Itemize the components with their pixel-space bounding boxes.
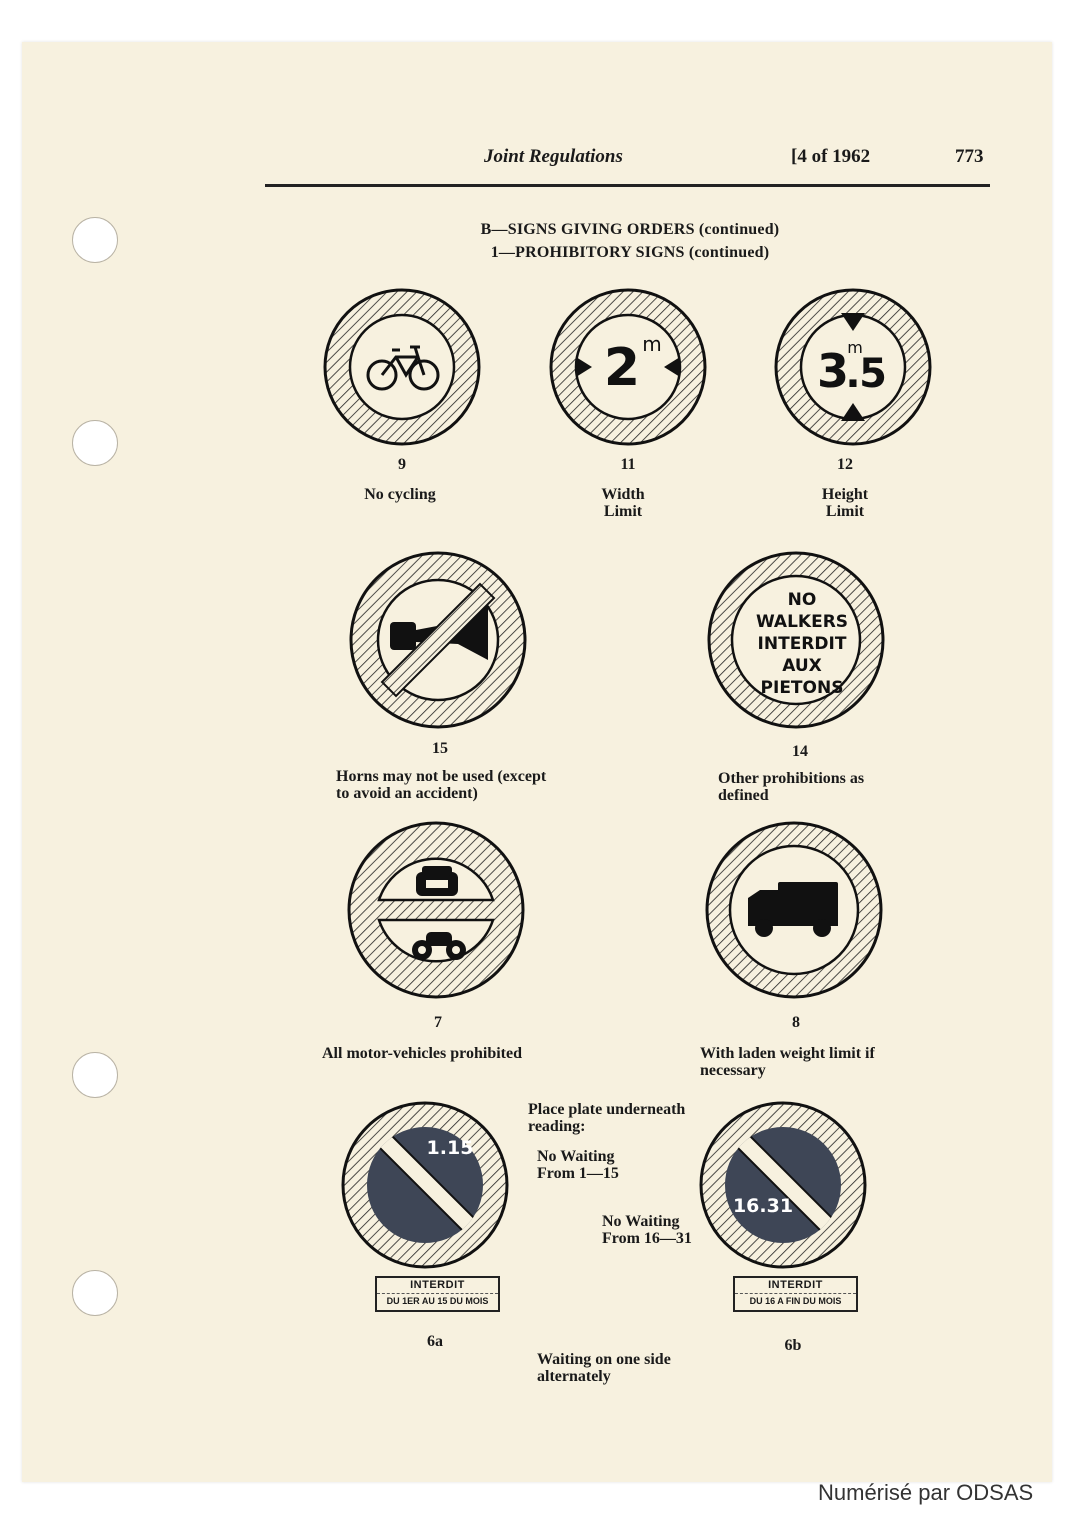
no-waiting-note-2: No Waiting From 16—31: [602, 1213, 692, 1247]
no-walkers-sign: [706, 550, 886, 730]
sign-number: 14: [792, 743, 808, 760]
sign-number: 6b: [784, 1337, 802, 1354]
sign-number: 9: [398, 456, 406, 473]
svg-text:INTERDIT: INTERDIT: [757, 634, 847, 654]
plate-instruction: Place plate underneath reading:: [528, 1101, 686, 1135]
plate-line2: DU 16 A FIN DU MOIS: [749, 1296, 842, 1306]
plate-line1: INTERDIT: [735, 1278, 856, 1294]
no-waiting-note-1: No Waiting From 1—15: [537, 1148, 619, 1182]
plate-line1: INTERDIT: [377, 1278, 498, 1294]
laden-weight-sign: [704, 820, 884, 1000]
sign-number: 8: [792, 1014, 800, 1031]
svg-text:PIETONS: PIETONS: [760, 678, 844, 698]
sign-number: 12: [837, 456, 853, 473]
sign-number: 7: [434, 1014, 442, 1031]
sign-caption: All motor-vehicles prohibited: [322, 1045, 522, 1062]
waiting-6a-sign: [340, 1100, 510, 1270]
svg-text:AUX: AUX: [782, 656, 822, 676]
subsection-heading: 1—PROHIBITORY SIGNS (continued): [490, 244, 770, 261]
sign-caption: With laden weight limit if necessary: [700, 1045, 875, 1079]
punch-hole: [72, 1052, 118, 1098]
punch-hole: [72, 420, 118, 466]
running-title: Joint Regulations: [484, 146, 623, 167]
act-reference: [4 of 1962: [791, 146, 871, 167]
no-cycling-sign: [322, 287, 482, 447]
svg-text:3: 3: [816, 344, 850, 398]
punch-hole: [72, 1270, 118, 1316]
sub-plate-6b: [733, 1276, 858, 1312]
sign-caption: Width Limit: [601, 486, 645, 520]
no-horns-sign: [348, 550, 528, 730]
svg-text:NO: NO: [787, 590, 817, 610]
motor-vehicles-sign: [346, 820, 526, 1000]
digitizer-watermark: Numérisé par ODSAS: [818, 1480, 1034, 1505]
sign-caption: No cycling: [364, 486, 436, 503]
sign-number: 6a: [427, 1333, 443, 1350]
svg-text:5: 5: [859, 351, 887, 397]
sign-caption: Other prohibitions as defined: [718, 770, 865, 804]
svg-text:m: m: [642, 332, 662, 356]
sign-number: 11: [620, 456, 636, 473]
waiting-caption: Waiting on one side alternately: [537, 1351, 671, 1385]
svg-text:WALKERS: WALKERS: [755, 612, 849, 632]
width-limit-sign: [548, 287, 708, 447]
sign-caption: Horns may not be used (except to avoid an accident): [336, 768, 547, 802]
svg-text:16.31: 16.31: [732, 1195, 794, 1217]
svg-text:m: m: [847, 338, 863, 357]
svg-text:1.15: 1.15: [426, 1137, 474, 1159]
header-rule: [265, 184, 990, 187]
punch-hole: [72, 217, 118, 263]
plate-line2: DU 1ER AU 15 DU MOIS: [386, 1296, 489, 1306]
page-number: 773: [955, 146, 984, 167]
svg-text:2: 2: [603, 338, 641, 398]
sub-plate-6a: [375, 1276, 500, 1312]
sign-caption: Height Limit: [821, 486, 869, 520]
svg-text:.: .: [845, 351, 861, 397]
sign-number: 15: [432, 740, 448, 757]
section-heading: B—SIGNS GIVING ORDERS (continued): [480, 221, 780, 238]
car-icon: [416, 866, 458, 896]
height-limit-sign: [773, 287, 933, 447]
